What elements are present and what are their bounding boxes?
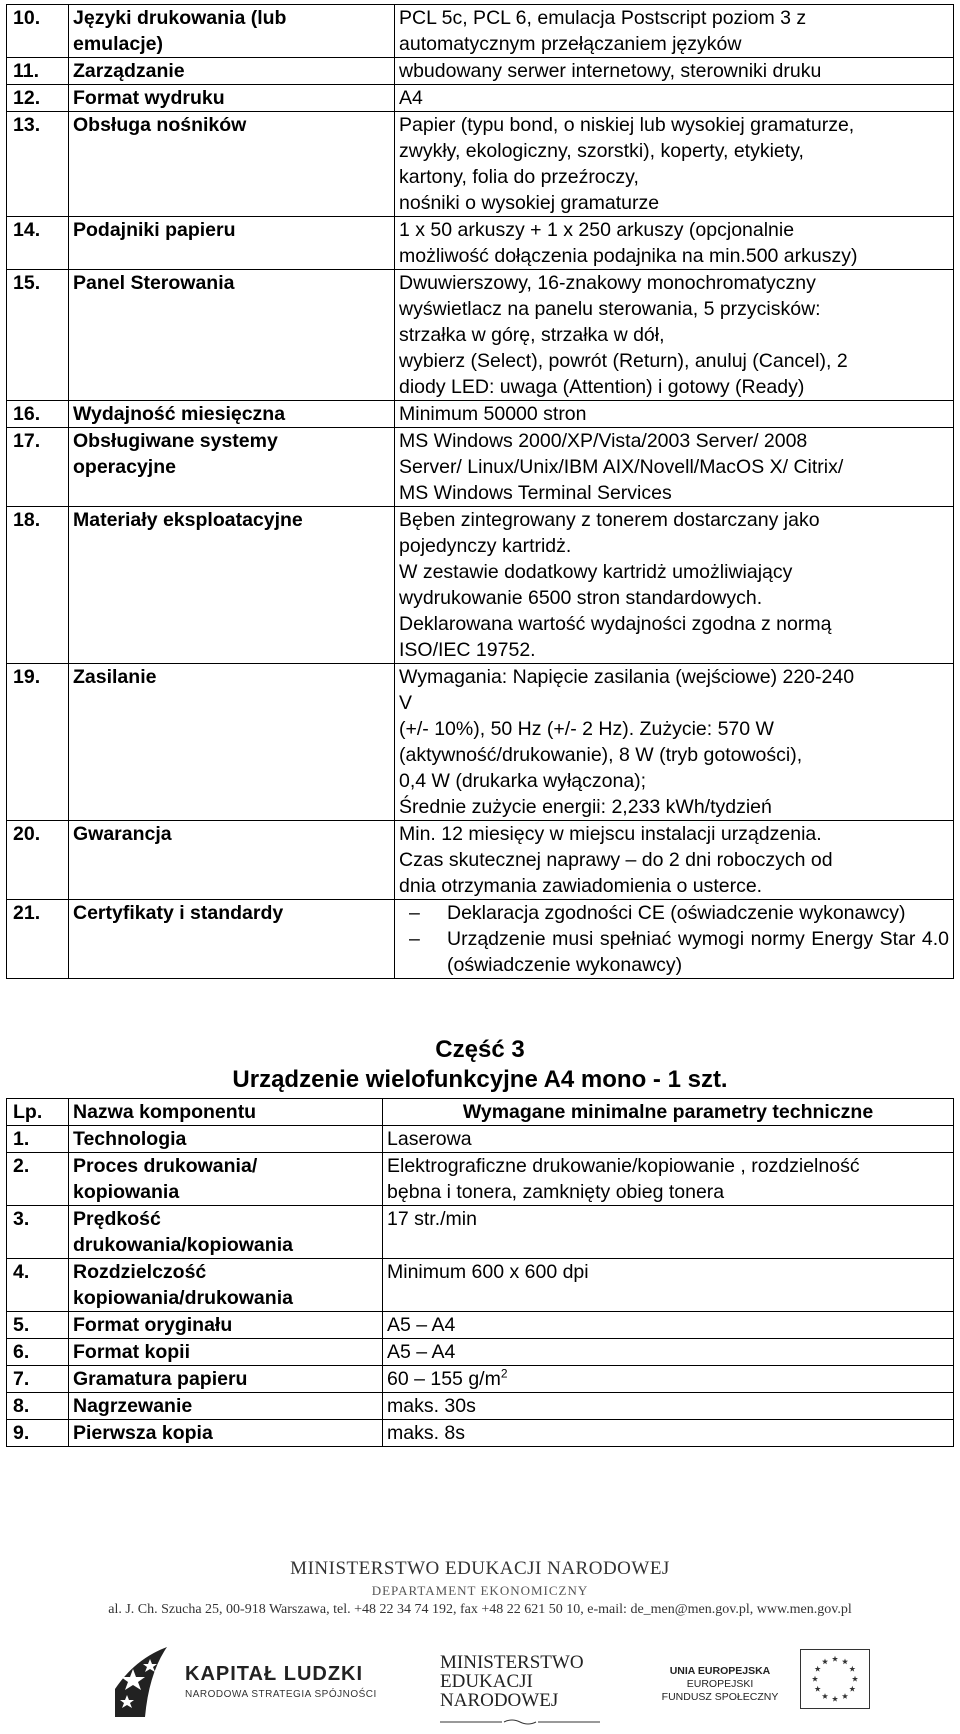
cert-list-item: – Deklaracja zgodności CE (oświadczenie wykonawcy) xyxy=(399,900,949,926)
cell-line: pojedynczy kartridż. xyxy=(399,535,572,557)
cell-line: A4 xyxy=(399,87,423,109)
requirement-value xyxy=(383,1366,954,1393)
men-line-3: NARODOWEJ xyxy=(440,1690,559,1711)
cell-line: kopiowania/drukowania xyxy=(73,1287,293,1309)
cell-line: Technologia xyxy=(73,1128,187,1150)
cell-line: Gramatura papieru xyxy=(73,1368,248,1390)
cell-line: możliwość dołączenia podajnika na min.500 arkuszy) xyxy=(399,245,858,267)
cell-line: Obsługiwane systemy xyxy=(73,430,278,452)
component-name xyxy=(69,401,395,428)
cell-line: Prędkość xyxy=(73,1208,161,1230)
component-name xyxy=(69,1312,383,1339)
requirement-value xyxy=(395,5,954,58)
component-name xyxy=(69,1153,383,1206)
component-name xyxy=(69,428,395,507)
cell-line: maks. 8s xyxy=(387,1422,466,1444)
section-heading: Część 3 xyxy=(435,1036,525,1063)
cell-line: ISO/IEC 19752. xyxy=(399,639,536,661)
cell-line: Dwuwierszowy, 16-znakowy monochromatyczny xyxy=(399,272,816,294)
cell-line: V xyxy=(399,692,413,714)
cell-line: Min. 12 miesięcy w miejscu instalacji urządzenia. xyxy=(399,823,822,845)
cell-line: Proces drukowania/ xyxy=(73,1155,258,1177)
component-name xyxy=(69,5,395,58)
header-value: Wymagane minimalne parametry techniczne xyxy=(383,1099,954,1126)
row-number: 16. xyxy=(7,401,69,428)
cell-line: 0,4 W (drukarka wyłączona); xyxy=(399,770,647,792)
row-number: 21. xyxy=(7,900,69,979)
requirement-value xyxy=(395,401,954,428)
cell-line: wbudowany serwer internetowy, sterowniki druku xyxy=(399,60,822,82)
row-number: 18. xyxy=(7,507,69,664)
footer-ministry: MINISTERSTWO EDUKACJI NARODOWEJ xyxy=(290,1558,670,1579)
cell-line: strzałka w górę, strzałka w dół, xyxy=(399,324,665,346)
cell-line: Panel Sterowania xyxy=(73,272,235,294)
table-row xyxy=(7,1420,954,1447)
cell-line: kartony, folia do przeźroczy, xyxy=(399,166,639,188)
cell-line: wyświetlacz na panelu sterowania, 5 przycisków: xyxy=(399,298,821,320)
requirement-value xyxy=(395,428,954,507)
cell-line: (+/- 10%), 50 Hz (+/- 2 Hz). Zużycie: 570 W xyxy=(399,718,774,740)
eu-flag-icon xyxy=(800,1649,870,1709)
row-number: 1. xyxy=(7,1126,69,1153)
cell-line: zwykły, ekologiczny, szorstki), koperty, etykiety, xyxy=(399,140,804,162)
requirement-value xyxy=(395,821,954,900)
requirement-value xyxy=(383,1259,954,1312)
cell-line: emulacje) xyxy=(73,33,163,55)
requirement-value xyxy=(395,270,954,401)
cell-line: W zestawie dodatkowy kartridż umożliwiający xyxy=(399,561,793,583)
men-line-2: EDUKACJI xyxy=(440,1671,533,1692)
spec-table-part2 xyxy=(6,4,954,979)
row-number: 11. xyxy=(7,58,69,85)
requirement-value xyxy=(383,1339,954,1366)
row-number: 7. xyxy=(7,1366,69,1393)
cell-line: 60 – 155 g/m xyxy=(387,1368,501,1390)
component-name xyxy=(69,1206,383,1259)
table-row xyxy=(7,1366,954,1393)
requirement-value xyxy=(383,1126,954,1153)
kl-title: KAPITAŁ LUDZKI xyxy=(185,1663,364,1685)
cell-line: Wymagania: Napięcie zasilania (wejściowe) 220-240 xyxy=(399,666,855,688)
component-name xyxy=(69,270,395,401)
row-number: 15. xyxy=(7,270,69,401)
cell-line: Minimum 50000 stron xyxy=(399,403,587,425)
requirement-value xyxy=(383,1312,954,1339)
cell-line: Elektrograficzne drukowanie/kopiowanie , rozdzielność xyxy=(387,1155,860,1177)
table-row xyxy=(7,58,954,85)
cell-line: Nagrzewanie xyxy=(73,1395,193,1417)
cell-line: Server/ Linux/Unix/IBM AIX/Novell/MacOS X/ Citrix/ xyxy=(399,456,844,478)
component-name xyxy=(69,58,395,85)
cell-line: bębna i tonera, zamknięty obieg tonera xyxy=(387,1181,725,1203)
cell-line: A5 – A4 xyxy=(387,1341,456,1363)
component-name xyxy=(69,1366,383,1393)
kl-subtitle: NARODOWA STRATEGIA SPÓJNOŚCI xyxy=(185,1689,377,1700)
cell-line: Czas skutecznej naprawy – do 2 dni roboczych od xyxy=(399,849,833,871)
footer-logos xyxy=(0,1635,960,1730)
cell-line: wybierz (Select), powrót (Return), anuluj (Cancel), 2 xyxy=(399,350,848,372)
cell-line: drukowania/kopiowania xyxy=(73,1234,293,1256)
table-row xyxy=(7,821,954,900)
table-row xyxy=(7,1393,954,1420)
cell-line: Rozdzielczość xyxy=(73,1261,207,1283)
cell-line: nośniki o wysokiej gramaturze xyxy=(399,192,660,214)
requirement-value xyxy=(395,217,954,270)
kapital-ludzki-text xyxy=(185,1663,377,1700)
row-number: 5. xyxy=(7,1312,69,1339)
requirement-value xyxy=(395,664,954,821)
table-row xyxy=(7,270,954,401)
cell-line: MS Windows Terminal Services xyxy=(399,482,672,504)
cell-line: diody LED: uwaga (Attention) i gotowy (Ready) xyxy=(399,376,805,398)
cell-line: 17 str./min xyxy=(387,1208,477,1230)
requirement-value xyxy=(395,58,954,85)
eu-line-3: FUNDUSZ SPOŁECZNY xyxy=(661,1691,779,1703)
row-number: 20. xyxy=(7,821,69,900)
cell-line: Zasilanie xyxy=(73,666,157,688)
component-name xyxy=(69,217,395,270)
cell-line: Minimum 600 x 600 dpi xyxy=(387,1261,589,1283)
cell-line: operacyjne xyxy=(73,456,176,478)
table-row xyxy=(7,1153,954,1206)
requirement-value xyxy=(395,85,954,112)
cell-line: Zarządzanie xyxy=(73,60,185,82)
table-row xyxy=(7,401,954,428)
table-row xyxy=(7,1206,954,1259)
requirement-value xyxy=(383,1420,954,1447)
footer-department: DEPARTAMENT EKONOMICZNY xyxy=(371,1583,589,1598)
requirement-value xyxy=(395,507,954,664)
table-row xyxy=(7,507,954,664)
cell-line: Języki drukowania (lub xyxy=(73,7,287,29)
cell-line: automatycznym przełączaniem języków xyxy=(399,33,742,55)
row-number: 13. xyxy=(7,112,69,217)
row-number: 6. xyxy=(7,1339,69,1366)
component-name xyxy=(69,664,395,821)
cell-line: kopiowania xyxy=(73,1181,180,1203)
cell-line: Obsługa nośników xyxy=(73,114,247,136)
component-name xyxy=(69,507,395,664)
table-row xyxy=(7,1126,954,1153)
row-number: 8. xyxy=(7,1393,69,1420)
eu-line-2: EUROPEJSKI xyxy=(686,1678,754,1690)
cell-line: maks. 30s xyxy=(387,1395,476,1417)
section-subheading: Urządzenie wielofunkcyjne A4 mono - 1 szt. xyxy=(232,1066,728,1093)
cell-line: Gwarancja xyxy=(73,823,172,845)
table-row xyxy=(7,1339,954,1366)
header-name: Nazwa komponentu xyxy=(69,1099,383,1126)
component-name xyxy=(69,1393,383,1420)
men-line-1: MINISTERSTWO xyxy=(440,1652,584,1673)
cert-list xyxy=(399,900,949,978)
table-row xyxy=(7,85,954,112)
cell-line: Format oryginału xyxy=(73,1314,233,1336)
requirement-value xyxy=(383,1393,954,1420)
cell-line: 1 x 50 arkuszy + 1 x 250 arkuszy (opcjonalnie xyxy=(399,219,795,241)
row-number: 4. xyxy=(7,1259,69,1312)
row-number: 12. xyxy=(7,85,69,112)
component-name xyxy=(69,1259,383,1312)
cell-line: Laserowa xyxy=(387,1128,472,1150)
table-row xyxy=(7,217,954,270)
table-row xyxy=(7,428,954,507)
row-number: 14. xyxy=(7,217,69,270)
footer-address: al. J. Ch. Szucha 25, 00-918 Warszawa, tel. +48 22 34 74 192, fax +48 22 621 50 10, e-mail: de_men@men.gov.pl, www.men.gov.pl xyxy=(108,1602,852,1617)
requirement-value xyxy=(395,112,954,217)
row-number: 3. xyxy=(7,1206,69,1259)
cell-line: Format kopii xyxy=(73,1341,191,1363)
cell-line: dnia otrzymania zawiadomienia o usterce. xyxy=(399,875,763,897)
cell-line: Deklarowana wartość wydajności zgodna z normą xyxy=(399,613,832,635)
table-header-row xyxy=(7,1099,954,1126)
table-row xyxy=(7,112,954,217)
cell-line: Papier (typu bond, o niskiej lub wysokiej gramaturze, xyxy=(399,114,855,136)
component-name xyxy=(69,1420,383,1447)
men-ornament-icon xyxy=(440,1719,600,1725)
table-row-certificates xyxy=(7,900,954,979)
cell-line: PCL 5c, PCL 6, emulacja Postscript poziom 3 z xyxy=(399,7,807,29)
cell-line: Bęben zintegrowany z tonerem dostarczany jako xyxy=(399,509,820,531)
cell-line: Średnie zużycie energii: 2,233 kWh/tydzień xyxy=(399,796,772,818)
eu-logo-text xyxy=(655,1665,785,1704)
table-row xyxy=(7,1312,954,1339)
cell-line: MS Windows 2000/XP/Vista/2003 Server/ 2008 xyxy=(399,430,808,452)
cell-line: A5 – A4 xyxy=(387,1314,456,1336)
component-name: Certyfikaty i standardy xyxy=(69,900,395,979)
header-lp: Lp. xyxy=(7,1099,69,1126)
cell-line: (aktywność/drukowanie), 8 W (tryb gotowości), xyxy=(399,744,803,766)
kapital-ludzki-logo-icon xyxy=(105,1639,175,1721)
row-number: 10. xyxy=(7,5,69,58)
component-name xyxy=(69,821,395,900)
requirement-value xyxy=(383,1206,954,1259)
cell-line: Format wydruku xyxy=(73,87,225,109)
cell-line: Wydajność miesięczna xyxy=(73,403,286,425)
cell-line: Materiały eksploatacyjne xyxy=(73,509,303,531)
row-number: 9. xyxy=(7,1420,69,1447)
cell-line: Pierwsza kopia xyxy=(73,1422,213,1444)
component-name xyxy=(69,85,395,112)
component-name xyxy=(69,112,395,217)
component-name xyxy=(69,1339,383,1366)
component-name xyxy=(69,1126,383,1153)
cell-line: Podajniki papieru xyxy=(73,219,236,241)
requirement-value xyxy=(383,1153,954,1206)
row-number: 19. xyxy=(7,664,69,821)
cell-line: wydrukowanie 6500 stron standardowych. xyxy=(399,587,763,609)
cert-list-item: – Urządzenie musi spełniać wymogi normy Energy Star 4.0 (oświadczenie wykonawcy) xyxy=(399,926,949,978)
eu-line-1: UNIA EUROPEJSKA xyxy=(669,1665,771,1677)
superscript: 2 xyxy=(500,1366,508,1381)
spec-table-part3 xyxy=(6,1098,954,1447)
row-number: 17. xyxy=(7,428,69,507)
table-row xyxy=(7,1259,954,1312)
table-row xyxy=(7,5,954,58)
row-number: 2. xyxy=(7,1153,69,1206)
men-logo xyxy=(440,1653,610,1729)
requirement-value xyxy=(395,900,954,979)
table-row xyxy=(7,664,954,821)
